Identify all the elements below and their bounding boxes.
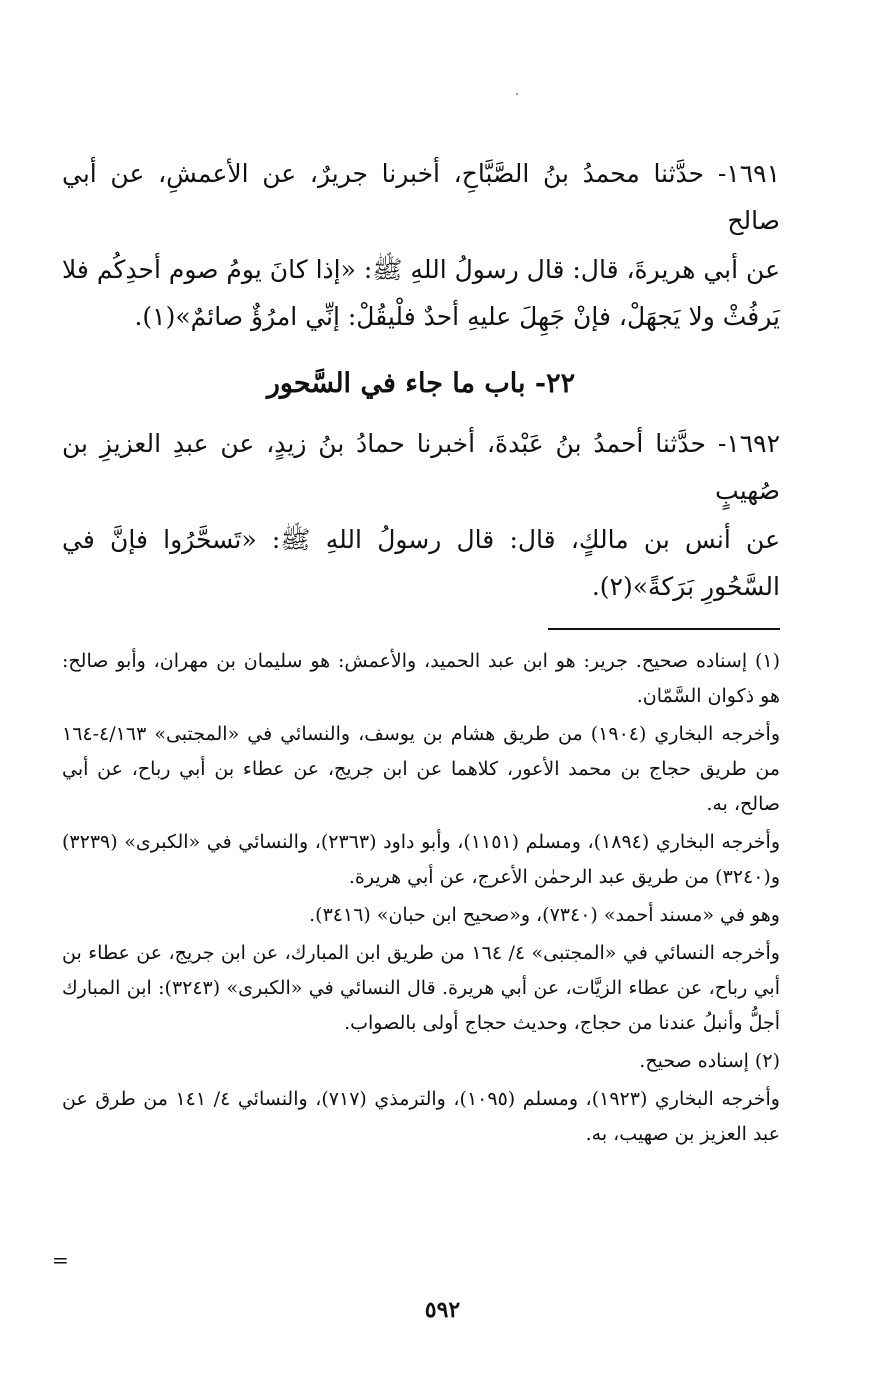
scan-speck [516, 93, 518, 95]
footnote-2: (٢) إسناده صحيح. [639, 1050, 780, 1072]
footnote-1-musnad: وهو في «مسند أحمد» (٧٣٤٠)، و«صحيح ابن حبان» (٣٤١٦). [309, 904, 780, 926]
footnotes [62, 644, 780, 1152]
chapter-title: ٢٢- باب ما جاء في السَّحور [266, 368, 576, 399]
footnote-1-muslim: وأخرجه البخاري (١٨٩٤)، ومسلم (١١٥١)، وأبو داود (٢٣٦٣)، والنسائي في «الكبرى» (٣٢٣٩) و(٣٢٤٠) من طريق عبد الرحمٰن الأعرج، عن أبي هريرة. [62, 831, 781, 888]
footnote-1: (١) إسناده صحيح. جرير: هو ابن عبد الحميد، والأعمش: هو سليمان بن مهران، وأبو صالح: هو ذكوان السَّمّان. [62, 650, 780, 707]
page-number: ٥٩٢ [424, 1297, 461, 1323]
page-body [62, 150, 780, 1155]
hadith-1692-matn: عن أنس بن مالكٍ، قال: قال رسولُ اللهِ ﷺ: «تَسحَّرُوا فإنَّ في السَّحُورِ بَرَكةً»(٢). [62, 525, 780, 601]
footnote-1-bukhari: وأخرجه البخاري (١٩٠٤) من طريق هشام بن يوسف، والنسائي في «المجتبى» ٤/١٦٣-١٦٤ من طريق حجاج بن محمد الأعور، كلاهما عن ابن جريج، عن عطاء بن أبي رباح، عن أبي صالح، به. [62, 723, 780, 815]
hadith-1691-matn: عن أبي هريرةَ، قال: قال رسولُ اللهِ ﷺ: «إذا كانَ يومُ صوم أحدِكُم فلا يَرفُثْ ولا يَجهَلْ، فإنْ جَهِلَ عليهِ أحدٌ فلْيقُلْ: إنِّي امرُؤٌ صائمٌ»(١). [62, 255, 780, 331]
hadith-1691-isnad: ١٦٩١- حدَّثنا محمدُ بنُ الصَّبَّاحِ، أخبرنا جريرٌ، عن الأعمشِ، عن أبي صالح [62, 159, 780, 235]
footnote-divider [548, 628, 780, 630]
continuation-mark: = [52, 1248, 69, 1272]
footnote-2-bukhari: وأخرجه البخاري (١٩٢٣)، ومسلم (١٠٩٥)، والترمذي (٧١٧)، والنسائي ٤/ ١٤١ من طرق عن عبد العزيز بن صهيب، به. [62, 1088, 780, 1145]
footnote-1-nasai: وأخرجه النسائي في «المجتبى» ٤/ ١٦٤ من طريق ابن المبارك، عن ابن جريج، عن عطاء بن أبي رباح، عن عطاء الزيَّات، عن أبي هريرة. قال النسائي في «الكبرى» (٣٢٤٣): ابن المبارك أجلُّ وأنبلُ عندنا من حجاج، وحديث حجاج أولى بالصواب. [62, 942, 780, 1034]
hadith-1692-isnad: ١٦٩٢- حدَّثنا أحمدُ بنُ عَبْدةَ، أخبرنا حمادُ بنُ زيدٍ، عن عبدِ العزيزِ بن صُهيبٍ [62, 429, 780, 505]
